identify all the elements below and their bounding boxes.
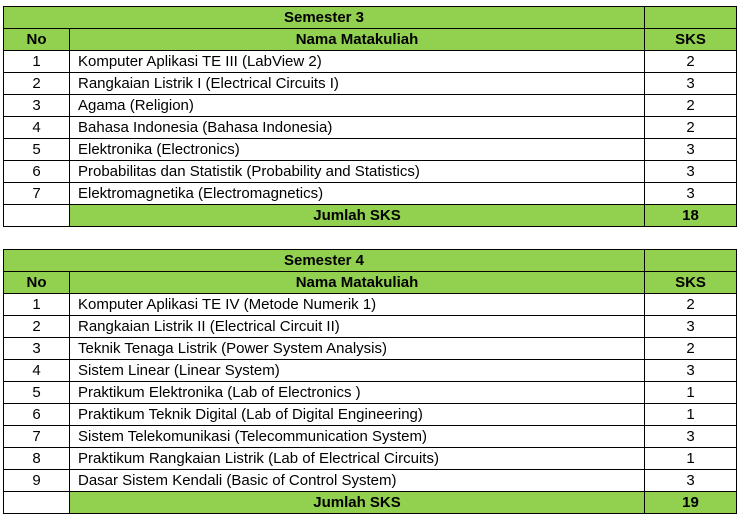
- semester-3-body: [4, 7, 737, 51]
- table-row: [4, 294, 737, 316]
- table-row: [4, 338, 737, 360]
- col-name-header: Nama Matakuliah: [70, 29, 645, 51]
- course-sks: 3: [645, 73, 737, 95]
- course-name: Sistem Linear (Linear System): [70, 360, 645, 382]
- semester-3-title-blank: [645, 7, 737, 29]
- course-name: Dasar Sistem Kendali (Basic of Control System): [70, 470, 645, 492]
- course-name: Praktikum Teknik Digital (Lab of Digital Engineering): [70, 404, 645, 426]
- course-no: 4: [4, 360, 70, 382]
- course-sks: 2: [645, 338, 737, 360]
- course-sks: 3: [645, 139, 737, 161]
- course-no: 4: [4, 117, 70, 139]
- course-name: Praktikum Elektronika (Lab of Electronics ): [70, 382, 645, 404]
- semester-3-footer: [4, 205, 737, 227]
- course-no: 3: [4, 338, 70, 360]
- course-no: 2: [4, 73, 70, 95]
- course-no: 9: [4, 470, 70, 492]
- course-sks: 2: [645, 117, 737, 139]
- course-no: 6: [4, 161, 70, 183]
- course-sks: 1: [645, 404, 737, 426]
- col-no-header: No: [4, 29, 70, 51]
- course-name: Sistem Telekomunikasi (Telecommunication System): [70, 426, 645, 448]
- table-row: [4, 360, 737, 382]
- table-row: [4, 117, 737, 139]
- semester-3-title: Semester 3: [4, 7, 645, 29]
- course-name: Elektromagnetika (Electromagnetics): [70, 183, 645, 205]
- course-no: 7: [4, 183, 70, 205]
- table-row: [4, 470, 737, 492]
- semester-3-table: [3, 6, 737, 227]
- semester-4-title: Semester 4: [4, 250, 645, 272]
- course-sks: 3: [645, 161, 737, 183]
- table-row: [4, 404, 737, 426]
- semester-4-footer: [4, 492, 737, 514]
- course-name: Bahasa Indonesia (Bahasa Indonesia): [70, 117, 645, 139]
- course-no: 7: [4, 426, 70, 448]
- course-sks: 2: [645, 51, 737, 73]
- course-no: 3: [4, 95, 70, 117]
- course-sks: 3: [645, 470, 737, 492]
- total-label: Jumlah SKS: [70, 492, 645, 514]
- table-row: [4, 316, 737, 338]
- course-no: 1: [4, 294, 70, 316]
- table-row: [4, 95, 737, 117]
- semester-4-header-row: [4, 272, 737, 294]
- total-blank-cell: [4, 205, 70, 227]
- course-no: 5: [4, 382, 70, 404]
- course-sks: 2: [645, 95, 737, 117]
- col-name-header: Nama Matakuliah: [70, 272, 645, 294]
- semester-4-title-blank: [645, 250, 737, 272]
- course-no: 5: [4, 139, 70, 161]
- col-sks-header: SKS: [645, 29, 737, 51]
- total-label: Jumlah SKS: [70, 205, 645, 227]
- course-no: 6: [4, 404, 70, 426]
- total-blank-cell: [4, 492, 70, 514]
- table-row: [4, 448, 737, 470]
- course-name: Praktikum Rangkaian Listrik (Lab of Electrical Circuits): [70, 448, 645, 470]
- col-no-header: No: [4, 272, 70, 294]
- course-name: Elektronika (Electronics): [70, 139, 645, 161]
- semester-3-rows: [4, 51, 737, 205]
- course-no: 8: [4, 448, 70, 470]
- table-row: [4, 161, 737, 183]
- semester-3-title-row: [4, 7, 737, 29]
- total-value: 19: [645, 492, 737, 514]
- course-name: Rangkaian Listrik II (Electrical Circuit II): [70, 316, 645, 338]
- semester-4-rows: [4, 294, 737, 492]
- course-name: Probabilitas dan Statistik (Probability and Statistics): [70, 161, 645, 183]
- semester-3-header-row: [4, 29, 737, 51]
- table-row: [4, 73, 737, 95]
- total-value: 18: [645, 205, 737, 227]
- course-sks: 1: [645, 382, 737, 404]
- semester-4-table: [3, 249, 737, 514]
- col-sks-header: SKS: [645, 272, 737, 294]
- course-sks: 3: [645, 316, 737, 338]
- semester-4-body: [4, 250, 737, 294]
- course-sks: 3: [645, 183, 737, 205]
- table-row: [4, 139, 737, 161]
- table-row: [4, 426, 737, 448]
- semester-4-total-row: [4, 492, 737, 514]
- semester-3-total-row: [4, 205, 737, 227]
- course-name: Komputer Aplikasi TE IV (Metode Numerik 1): [70, 294, 645, 316]
- table-row: [4, 51, 737, 73]
- course-sks: 2: [645, 294, 737, 316]
- semester-4-title-row: [4, 250, 737, 272]
- course-no: 1: [4, 51, 70, 73]
- course-name: Agama (Religion): [70, 95, 645, 117]
- course-sks: 1: [645, 448, 737, 470]
- course-sks: 3: [645, 360, 737, 382]
- course-name: Komputer Aplikasi TE III (LabView 2): [70, 51, 645, 73]
- course-name: Rangkaian Listrik I (Electrical Circuits I): [70, 73, 645, 95]
- table-row: [4, 183, 737, 205]
- course-sks: 3: [645, 426, 737, 448]
- course-name: Teknik Tenaga Listrik (Power System Analysis): [70, 338, 645, 360]
- table-row: [4, 382, 737, 404]
- course-no: 2: [4, 316, 70, 338]
